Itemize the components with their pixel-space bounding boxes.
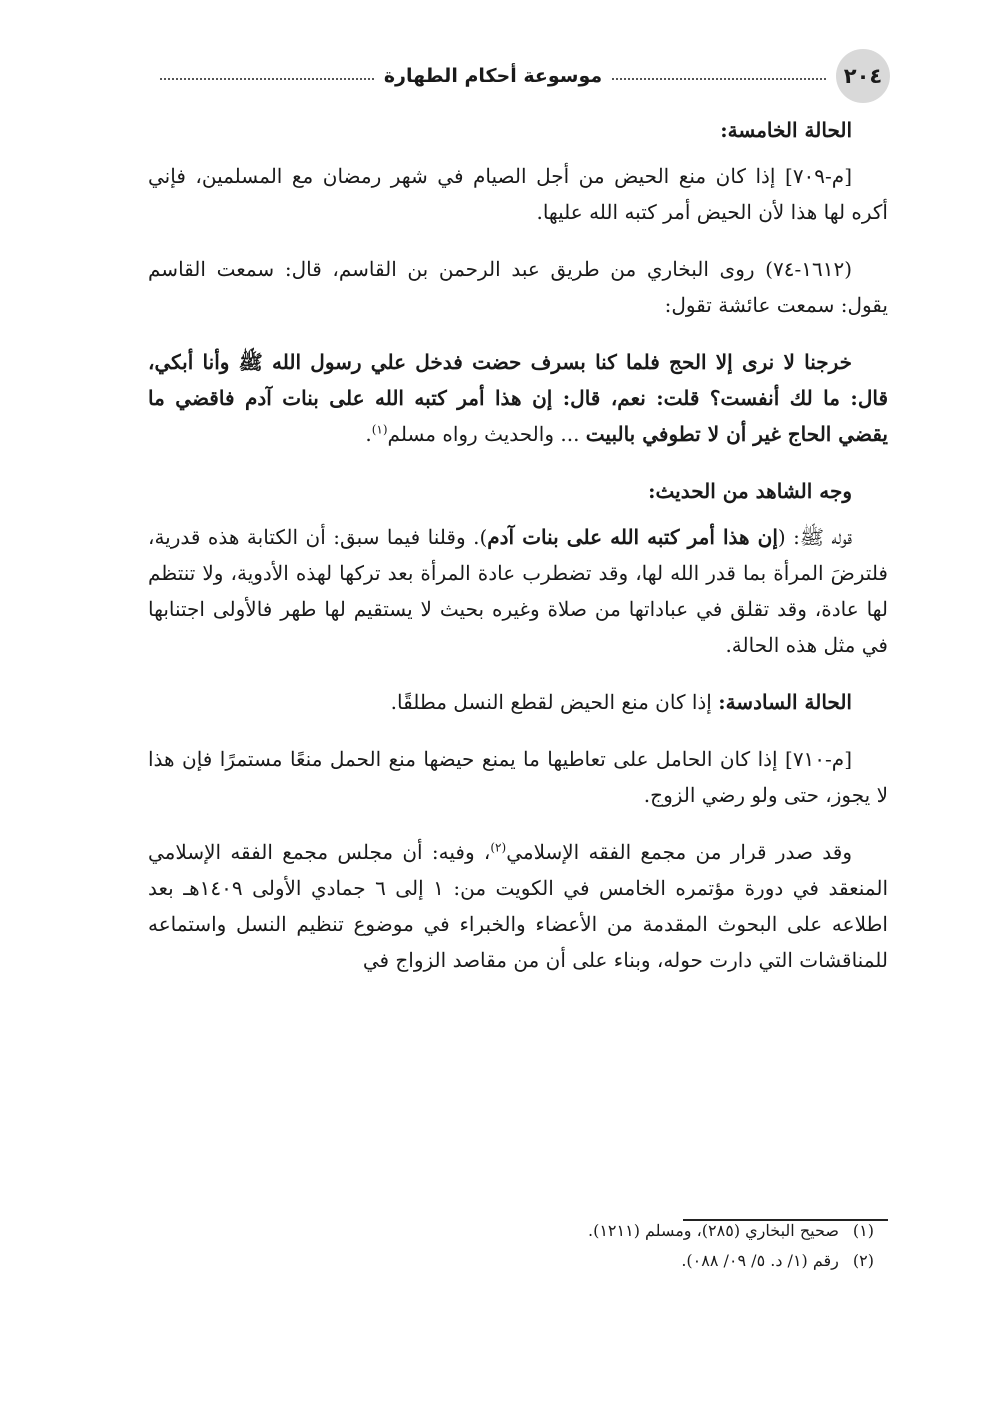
qawl-quote: إن هذا أمر كتبه الله على بنات آدم (487, 525, 778, 549)
footnote-ref-2: (٢) (490, 840, 507, 855)
paragraph-1612: (١٦١٢-٧٤) روى البخاري من طريق عبد الرحمن بن القاسم، قال: سمعت القاسم يقول: سمعت عائشة تقول: (148, 257, 888, 317)
main-text (148, 112, 888, 999)
paragraph-710: [م-٧١٠] إذا كان الحامل على تعاطيها ما يمنع حيضها منع الحمل منعًا مستمرًا فإن هذا لا يجوز، حتى ولو رضي الزوج. (148, 747, 888, 807)
case5-heading: الحالة الخامسة: (720, 118, 852, 142)
footnote-number: (٢) (852, 1251, 874, 1270)
decision-start: وقد صدر قرار من مجمع الفقه الإسلامي (506, 840, 852, 864)
book-title: موسوعة أحكام الطهارة (383, 65, 603, 87)
decision-rest: ، وفيه: أن مجلس مجمع الفقه الإسلامي المنعقد في دورة مؤتمره الخامس في الكويت من: ١ إلى ٦ جمادي الأولى ١٤٠٩هـ بعد اطلاعه على البحوث المقدمة من الأعضاء والخبراء في موضوع تنظيم النسل واستماعه للمناقشات التي دارت حوله، وبناء على أن من مقاصد الزواج في (148, 840, 889, 972)
footnote-text: صحيح البخاري (٢٨٥)، ومسلم (١٢١١). (587, 1221, 839, 1240)
evidence-paragraph (148, 519, 888, 663)
header-dotted-leader (160, 78, 374, 80)
footnote-text: رقم (١/ د. ٥/ ٠٩/ ٠٨٨). (681, 1251, 839, 1270)
footnote-ref-1: (١) (371, 422, 388, 437)
decision-paragraph (148, 834, 888, 978)
hadith-end: . (365, 422, 372, 446)
hadith-text: خرجنا لا نرى إلا الحج فلما كنا بسرف حضت فدخل علي رسول الله ﷺ وأنا أبكي، قال: ما لك أنفست؟ قلت: نعم، قال: إن هذا أمر كتبه الله على بنات آدم فاقضي ما يقضي الحاج غير أن لا تطوفي بالبيت (148, 350, 888, 446)
case6-text: إذا كان منع الحيض لقطع النسل مطلقًا. (390, 690, 719, 714)
hadith-source: ... والحديث رواه مسلم (387, 422, 586, 446)
qawl-start: قوله ﷺ: ( (777, 525, 853, 549)
header-dotted-leader (612, 78, 826, 80)
page-number: ٢٠٤ (836, 49, 890, 103)
qawl-rest: ). وقلنا فيما سبق: أن الكتابة هذه قدرية، فلترضَ المرأة بما قدر الله لها، وقد تضطرب عادة المرأة بعد تركها لهذه الأدوية، ولا تنتظم لها عادة، وقد تقلق في عباداتها من صلاة وغيره بحيث لا يستقيم لها طهر فالأولى اجتنابها في مثل هذه الحالة. (148, 525, 888, 657)
paragraph-709: [م-٧٠٩] إذا كان منع الحيض من أجل الصيام في شهر رمضان مع المسلمين، فإني أكره لها هذا لأن الحيض أمر كتبه الله عليها. (148, 164, 888, 224)
footnote-item (148, 1216, 888, 1246)
case6-paragraph (148, 684, 888, 720)
footnote-item (148, 1246, 888, 1276)
case6-heading: الحالة السادسة: (718, 690, 852, 714)
footnotes (148, 1216, 888, 1276)
page-header (150, 48, 890, 104)
hadith-paragraph (148, 344, 888, 452)
footnote-number: (١) (852, 1221, 874, 1240)
evidence-heading: وجه الشاهد من الحديث: (648, 479, 852, 503)
